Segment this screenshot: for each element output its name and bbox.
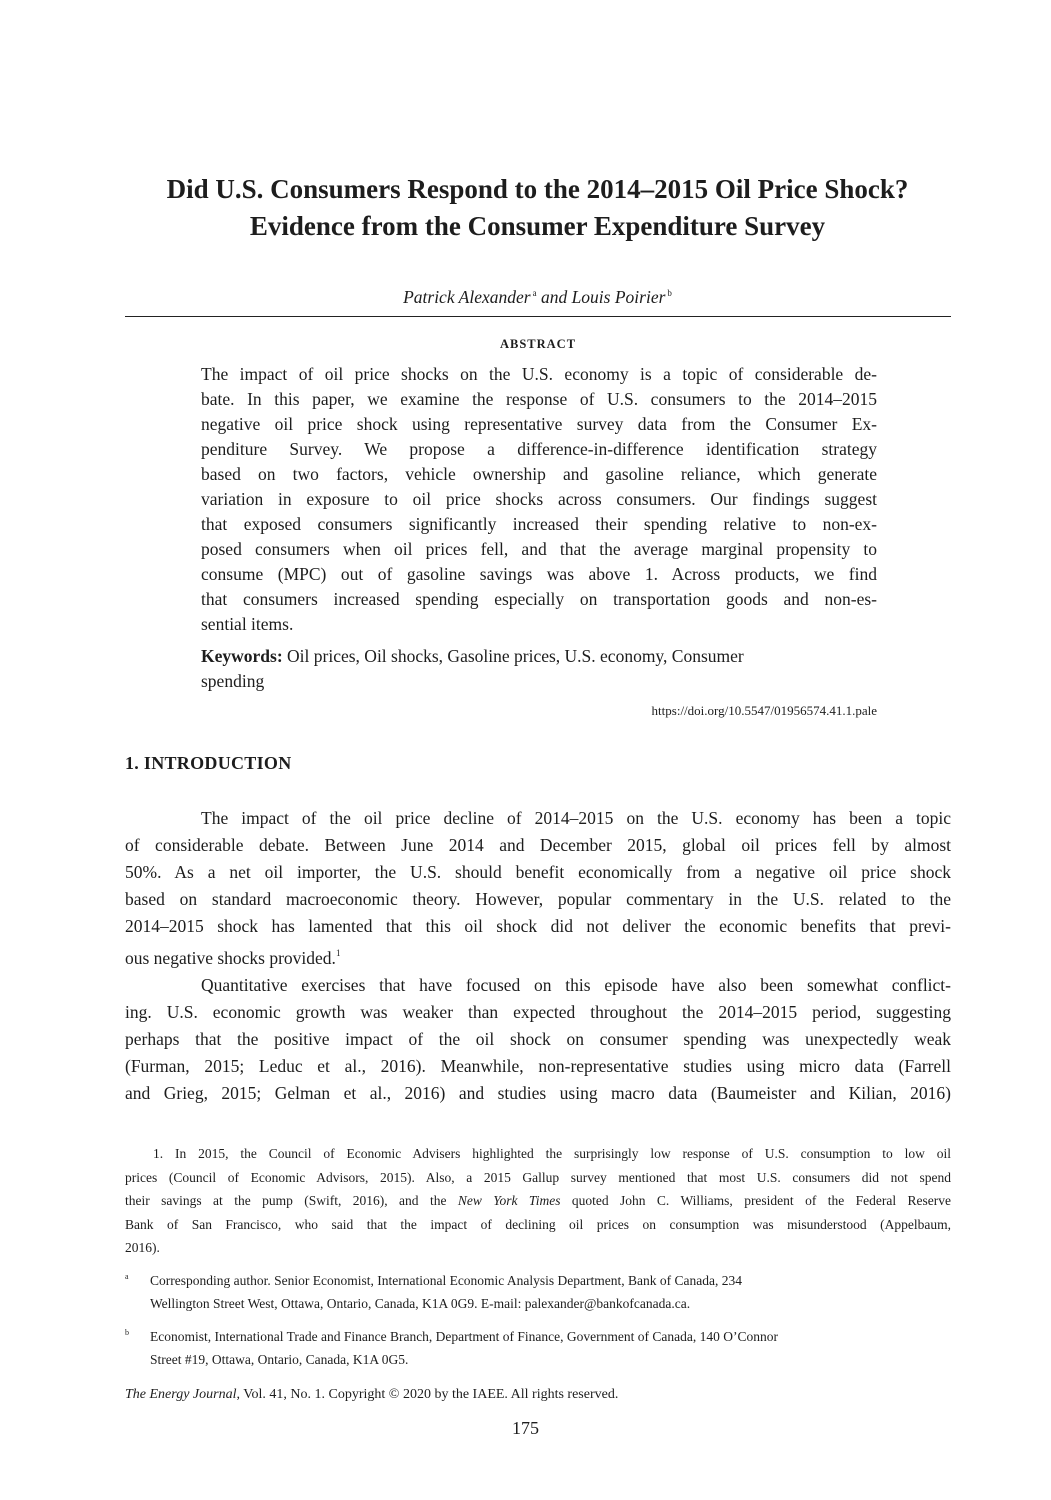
- footnote-line: prices (Council of Economic Advisors, 2015). Also, a 2015 Gallup survey mentioned that most U.S. consumers did not spend: [125, 1169, 951, 1185]
- journal-citation: , Vol. 41, No. 1. Copyright © 2020 by the IAEE. All rights reserved.: [236, 1387, 619, 1402]
- body-line: The impact of the oil price decline of 2014–2015 on the U.S. economy has been a topic: [201, 808, 951, 828]
- abstract-line: negative oil price shock using representative survey data from the Consumer Ex-: [201, 414, 877, 434]
- title-line-1: Did U.S. Consumers Respond to the 2014–2015 Oil Price Shock?: [166, 174, 909, 204]
- author-affiliation-mark: b: [667, 288, 672, 298]
- author-list: [100, 282, 975, 308]
- title-line-2: Evidence from the Consumer Expenditure Survey: [249, 211, 826, 241]
- author-affiliation-mark: a: [532, 288, 537, 298]
- abstract-line: consume (MPC) out of gasoline savings was above 1. Across products, we find: [201, 564, 877, 584]
- footnote-italic: New York Times: [457, 1193, 561, 1208]
- journal-name: The Energy Journal: [125, 1387, 237, 1402]
- author-name: Louis Poirier: [571, 287, 666, 307]
- footnote-line: Street #19, Ottawa, Ontario, Canada, K1A 0G5.: [150, 1352, 409, 1367]
- author-connector: and: [540, 287, 568, 307]
- footnote-line: their savings at the pump (Swift, 2016), and the New York Times quoted John C. Williams, president of the Federal Reserve: [125, 1193, 951, 1208]
- body-line: ing. U.S. economic growth was weaker than expected throughout the 2014–2015 period, suggesting: [125, 1002, 951, 1022]
- body-line: ous negative shocks provided.: [125, 948, 336, 968]
- paper-title: [100, 171, 975, 245]
- keywords-label: Keywords:: [201, 646, 283, 666]
- body-line: 2014–2015 shock has lamented that this oil shock did not deliver the economic benefits that previ-: [125, 916, 951, 936]
- abstract-line: variation in exposure to oil price shocks across consumers. Our findings suggest: [201, 489, 877, 509]
- body-line: perhaps that the positive impact of the oil shock on consumer spending was unexpectedly weak: [125, 1029, 951, 1049]
- affiliation-mark: a: [125, 1271, 129, 1281]
- abstract-heading: ABSTRACT: [499, 337, 577, 351]
- author-name: Patrick Alexander: [403, 287, 531, 307]
- footnote-affiliation-b: [125, 1325, 951, 1372]
- header-divider: [125, 316, 951, 317]
- keywords: [201, 644, 877, 694]
- abstract-line: that exposed consumers significantly increased their spending relative to non-ex-: [201, 514, 877, 534]
- keywords-list-continued: spending: [201, 671, 265, 691]
- footnote-line: Corresponding author. Senior Economist, International Economic Analysis Department, Bank of Canada, 234: [150, 1272, 743, 1288]
- abstract-line: based on two factors, vehicle ownership and gasoline reliance, which generate: [201, 464, 877, 484]
- section-heading: 1. INTRODUCTION: [125, 753, 292, 773]
- footnote-line: 1. In 2015, the Council of Economic Advisers highlighted the surprisingly low response of U.S. consumption to low oil: [153, 1146, 951, 1161]
- keywords-list: Oil prices, Oil shocks, Gasoline prices, U.S. economy, Consumer: [287, 646, 744, 666]
- abstract-line: that consumers increased spending especially on transportation goods and non-es-: [201, 589, 877, 609]
- journal-footer: [125, 1385, 618, 1405]
- abstract-line: bate. In this paper, we examine the response of U.S. consumers to the 2014–2015: [201, 389, 877, 409]
- footnote-1: [125, 1142, 951, 1260]
- footnote-reference[interactable]: 1: [335, 948, 341, 958]
- doi-link[interactable]: https://doi.org/10.5547/01956574.41.1.pale: [651, 703, 877, 718]
- footnote-line: Economist, International Trade and Finance Branch, Department of Finance, Government of Canada, 140 O’Connor: [150, 1328, 778, 1344]
- page-number: 175: [512, 1418, 539, 1438]
- abstract-line: penditure Survey. We propose a difference-in-difference identification strategy: [201, 439, 877, 459]
- footnote-line: 2016).: [125, 1240, 160, 1255]
- abstract-line: The impact of oil price shocks on the U.S. economy is a topic of considerable de-: [201, 364, 877, 384]
- abstract-line: posed consumers when oil prices fell, and that the average marginal propensity to: [201, 539, 877, 559]
- body-text: [125, 805, 951, 1107]
- affiliation-mark: b: [125, 1327, 129, 1337]
- footnotes: [125, 1142, 951, 1372]
- body-line: and Grieg, 2015; Gelman et al., 2016) and studies using macro data (Baumeister and Kilian, 2016): [125, 1083, 951, 1103]
- body-line: of considerable debate. Between June 2014 and December 2015, global oil prices fell by almost: [125, 835, 951, 855]
- footnote-line: Wellington Street West, Ottawa, Ontario, Canada, K1A 0G9. E-mail: palexander@bankofcanada.ca.: [150, 1296, 691, 1311]
- abstract-line: sential items.: [201, 614, 294, 634]
- body-line: (Furman, 2015; Leduc et al., 2016). Meanwhile, non-representative studies using micro data (Farrell: [125, 1056, 951, 1076]
- footnote-line: Bank of San Francisco, who said that the impact of declining oil prices on consumption was misunderstood (Appelbaum,: [125, 1216, 951, 1232]
- body-line: 50%. As a net oil importer, the U.S. should benefit economically from a negative oil price shock: [125, 862, 951, 882]
- footnote-affiliation-a: [125, 1269, 951, 1316]
- body-line: Quantitative exercises that have focused on this episode have also been somewhat conflict-: [201, 975, 951, 995]
- abstract-text: [201, 362, 877, 637]
- body-line: based on standard macroeconomic theory. However, popular commentary in the U.S. related to the: [125, 889, 951, 909]
